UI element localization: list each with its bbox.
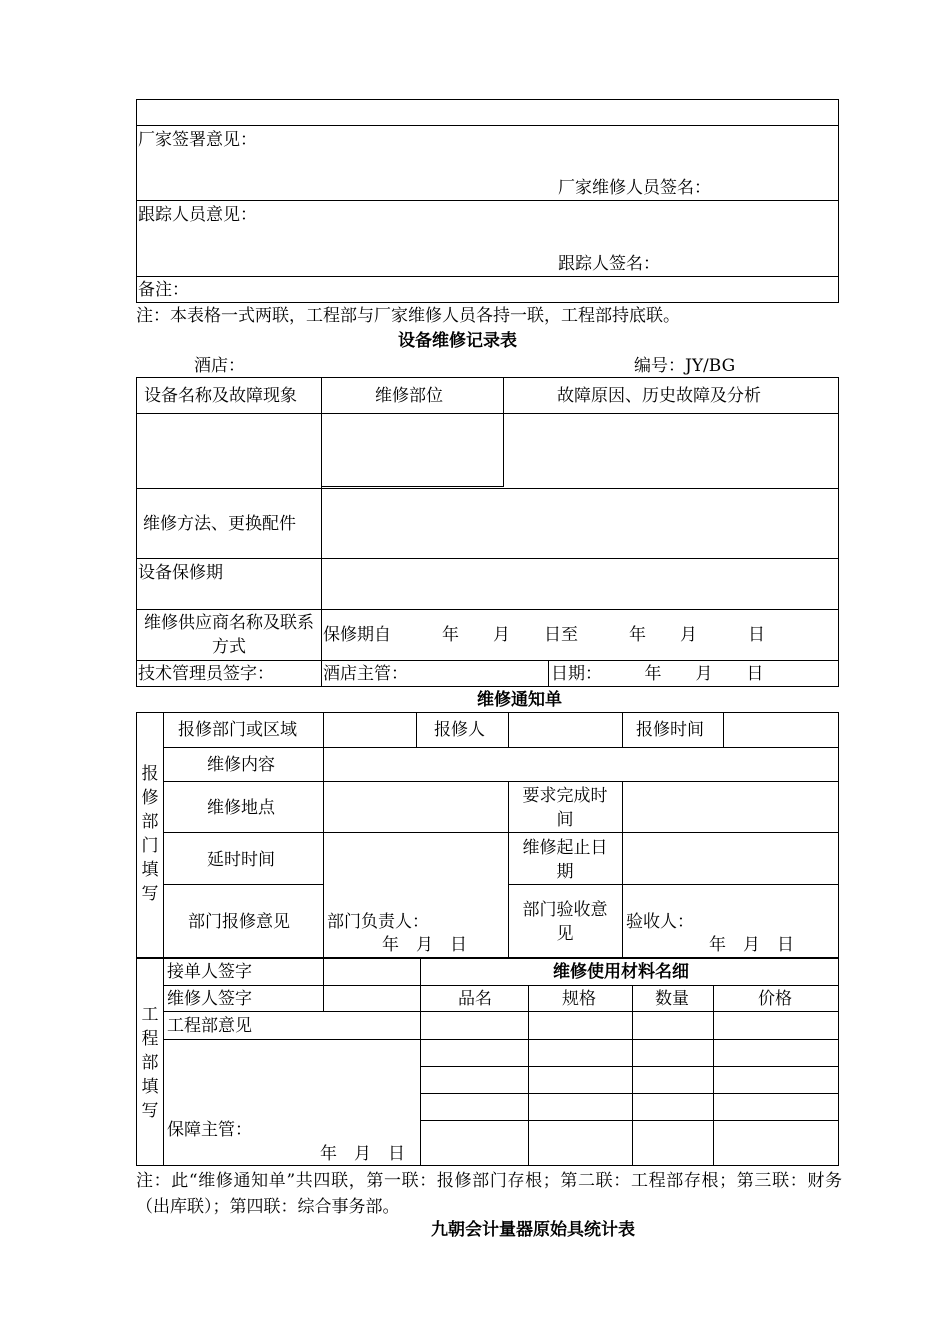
row-divider (163, 1039, 839, 1040)
col-divider (416, 712, 417, 747)
row-divider (136, 200, 839, 201)
row-divider (163, 832, 839, 833)
col-cause-header: 故障原因、历史故障及分析 (557, 386, 761, 406)
dept-head-date: 年 月 日 (382, 935, 467, 955)
col-divider (321, 377, 322, 687)
col-divider (622, 781, 623, 958)
row-divider (163, 985, 839, 986)
row-divider (420, 1120, 839, 1121)
row-divider (136, 558, 839, 559)
dept-head-label: 部门负责人： (327, 912, 429, 932)
report-section-label: 报修部门填写 (141, 764, 159, 904)
acceptor-label: 验收人： (626, 912, 694, 932)
delay-label: 延时时间 (207, 850, 275, 870)
method-label: 维修方法、更换配件 (143, 514, 296, 534)
hotel-supervisor-label: 酒店主管： (323, 664, 408, 684)
col-divider (723, 712, 724, 747)
tracker-sign-label: 跟踪人签名： (558, 254, 660, 274)
tracker-opinion-label: 跟踪人员意见： (138, 205, 257, 225)
col-divider (622, 712, 623, 747)
row-divider (163, 781, 839, 782)
acceptance-opinion-label: 部门验收意见 (522, 900, 608, 944)
required-time-label: 要求完成时间 (522, 786, 608, 830)
col-qty-header: 数量 (655, 989, 689, 1009)
notice-form-note: 注：此“维修通知单”共四联，第一联：报修部门存根；第二联：工程部存根；第三联：财务（出库联）；第四联：综合事务部。 (136, 1171, 842, 1217)
date-label: 日期： 年 月 日 (551, 664, 764, 684)
record-form-title: 设备维修记录表 (398, 331, 517, 351)
acceptor-date: 年 月 日 (709, 935, 794, 955)
row-divider (420, 1066, 839, 1067)
row-divider (136, 488, 839, 489)
col-divider (420, 958, 421, 1166)
col-divider (163, 712, 164, 958)
content-label: 维修内容 (207, 755, 275, 775)
notice-form-title: 维修通知单 (477, 690, 562, 710)
col-divider (508, 712, 509, 747)
row-divider (163, 747, 839, 748)
eng-opinion-label: 工程部意见 (167, 1016, 252, 1036)
col-spec-header: 规格 (562, 989, 596, 1009)
row-divider (136, 125, 839, 126)
repairer-sign-label: 维修人签字 (167, 989, 252, 1009)
location-label: 维修地点 (207, 798, 275, 818)
col-divider (503, 377, 504, 487)
report-time-label: 报修时间 (636, 720, 704, 740)
guarantee-date: 年 月 日 (320, 1144, 405, 1164)
top-form-note: 注：本表格一式两联，工程部与厂家维修人员各持一联，工程部持底联。 (136, 306, 680, 326)
row-divider (136, 660, 839, 661)
row-divider (508, 884, 839, 885)
col-divider (528, 985, 529, 1166)
dept-area-label: 报修部门或区域 (178, 720, 297, 740)
warranty-period: 保修期自 年 月 日至 年 月 日 (323, 625, 765, 645)
row-divider (136, 413, 839, 414)
row-divider (163, 884, 323, 885)
col-device-header: 设备名称及故障现象 (144, 386, 297, 406)
warranty-label: 设备保修期 (138, 563, 223, 583)
start-end-label: 维修起止日期 (522, 838, 608, 882)
col-price-header: 价格 (758, 989, 792, 1009)
col-divider (323, 712, 324, 958)
col-divider (713, 985, 714, 1166)
col-divider (508, 781, 509, 958)
vendor-sign-label: 厂家维修人员签名： (558, 178, 711, 198)
receiver-sign-label: 接单人签字 (167, 962, 252, 982)
row-divider (136, 609, 839, 610)
vendor-opinion-label: 厂家签署意见： (138, 130, 257, 150)
col-part-header: 维修部位 (375, 386, 443, 406)
number-label: 编号：JY/BG (634, 356, 736, 376)
col-divider (163, 958, 164, 1166)
next-table-title: 九朝会计量器原始具统计表 (431, 1220, 635, 1240)
remarks-label: 备注： (138, 280, 189, 300)
row-divider (163, 1011, 839, 1012)
engineering-section-label: 工程部填写 (141, 1005, 159, 1121)
col-divider (548, 660, 549, 687)
supplier-label: 维修供应商名称及联系方式 (144, 613, 314, 657)
guarantee-supervisor-label: 保障主管： (167, 1120, 252, 1140)
hotel-label: 酒店： (194, 356, 245, 376)
row-divider (321, 486, 503, 487)
col-divider (632, 985, 633, 1166)
tech-sign-label: 技术管理员签字： (138, 664, 274, 684)
material-title: 维修使用材料名细 (553, 962, 689, 982)
row-divider (136, 276, 839, 277)
reporter-label: 报修人 (434, 720, 485, 740)
col-name-header: 品名 (458, 989, 492, 1009)
dept-opinion-label: 部门报修意见 (188, 912, 290, 932)
row-divider (420, 1093, 839, 1094)
